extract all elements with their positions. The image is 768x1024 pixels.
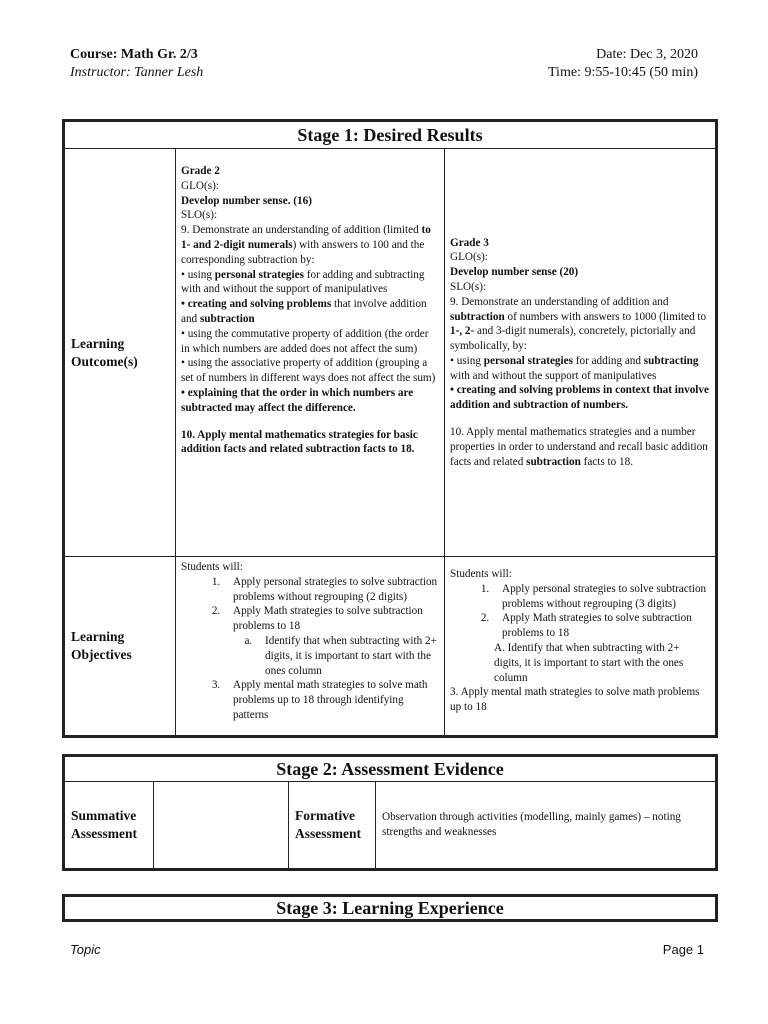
lesson-time: Time: 9:55-10:45 (50 min) xyxy=(548,65,698,80)
lesson-date: Date: Dec 3, 2020 xyxy=(596,47,698,62)
grade3-bullet-1: • using personal strategies for adding and subtracting with and without the support of manipulatives xyxy=(450,354,699,382)
grade2-slo10: 10. Apply mental mathematics strategies for basic addition facts and related subtraction facts to 18. xyxy=(181,428,418,456)
list-item: 3. Apply mental math strategies to solve math problems up to 18 through identifying patterns xyxy=(223,678,439,722)
grade3-objective-2a: A. Identify that when subtracting with 2+ digits, it is important to start with the ones column xyxy=(494,641,684,684)
formative-label: Formative Assessment xyxy=(289,782,376,870)
grade3-objectives-intro: Students will: xyxy=(450,568,512,580)
grade2-slo-label: SLO(s): xyxy=(181,209,218,222)
stage2-title: Stage 2: Assessment Evidence xyxy=(64,756,717,782)
grade3-glo-label: GLO(s): xyxy=(450,251,488,264)
grade2-bullet-4: • using the associative property of addition (grouping a set of numbers in different ways does not affect the sum) xyxy=(181,357,436,385)
list-item: 2. Apply Math strategies to solve subtraction problems to 18 xyxy=(492,611,710,641)
summative-label: Summative Assessment xyxy=(64,782,154,870)
grade3-slo-label: SLO(s): xyxy=(450,280,487,293)
grade3-outcomes xyxy=(445,149,717,557)
grade3-bullet-2: • creating and solving problems in context that involve addition and subtraction of numbers. xyxy=(450,384,709,412)
footer-topic: Topic xyxy=(70,942,101,957)
grade3-slo10: 10. Apply mental mathematics strategies and a number properties in order to understand and recall basic addition facts and related subtraction facts to 18. xyxy=(450,426,708,468)
stage1-title: Stage 1: Desired Results xyxy=(64,121,717,149)
course-title: Course: Math Gr. 2/3 xyxy=(70,47,198,62)
list-item: 1. Apply personal strategies to solve subtraction problems without regrouping (2 digits) xyxy=(223,575,439,605)
grade2-bullet-1: • using personal strategies for adding and subtracting with and without the support of manipulatives xyxy=(181,268,425,296)
header-left xyxy=(70,46,203,82)
grade2-glo-label: GLO(s): xyxy=(181,179,219,192)
objectives-label: Learning Objectives xyxy=(64,557,176,737)
instructor-name: Instructor: Tanner Lesh xyxy=(70,65,204,80)
grade3-objectives xyxy=(445,557,717,737)
grade3-glo: Develop number sense (20) xyxy=(450,266,579,279)
formative-value: Observation through activities (modelling, mainly games) – noting strengths and weaknesses xyxy=(376,782,717,870)
stage3-title: Stage 3: Learning Experience xyxy=(64,896,717,921)
grade2-objectives xyxy=(176,557,445,737)
list-item: a. Identify that when subtracting with 2+ digits, it is important to start with the ones column xyxy=(255,634,439,678)
grade2-heading: Grade 2 xyxy=(181,165,220,177)
grade3-objective-3: 3. Apply mental math strategies to solve math problems up to 18 xyxy=(450,686,700,714)
grade2-objectives-intro: Students will: xyxy=(181,561,243,573)
outcomes-label: Learning Outcome(s) xyxy=(64,149,176,557)
grade2-glo: Develop number sense. (16) xyxy=(181,194,312,207)
grade2-bullet-5: • explaining that the order in which numbers are subtracted may affect the difference. xyxy=(181,386,414,414)
grade3-objectives-list xyxy=(450,582,710,641)
grade2-slo9: 9. Demonstrate an understanding of addition (limited to 1- and 2-digit numerals) with answers to 100 and the corresponding subtraction by: xyxy=(181,224,431,266)
list-item: 1. Apply personal strategies to solve subtraction problems without regrouping (3 digits) xyxy=(492,582,710,612)
stage2-table xyxy=(62,754,718,871)
list-item: 2. Apply Math strategies to solve subtraction problems to 18 a. Identify that when subtracting with 2+ digits, it is important to start with the ones column xyxy=(223,604,439,678)
grade2-bullet-3: • using the commutative property of addition (the order in which numbers are added does not affect the sum) xyxy=(181,327,429,355)
grade3-slo9: 9. Demonstrate an understanding of addition and subtraction of numbers with answers to 1000 (limited to 1-, 2- and 3-digit numerals), concretely, pictorially and symbolically, by: xyxy=(450,295,707,353)
footer-page-number: Page 1 xyxy=(662,942,704,957)
grade2-bullet-2: • creating and solving problems that involve addition and subtraction xyxy=(181,298,427,325)
grade2-outcomes xyxy=(176,149,445,557)
grade3-heading: Grade 3 xyxy=(450,236,489,249)
grade2-objectives-list xyxy=(181,575,439,723)
header-right xyxy=(548,46,698,82)
summative-value xyxy=(154,782,289,870)
stage3-table xyxy=(62,894,718,922)
stage1-table xyxy=(62,119,718,738)
